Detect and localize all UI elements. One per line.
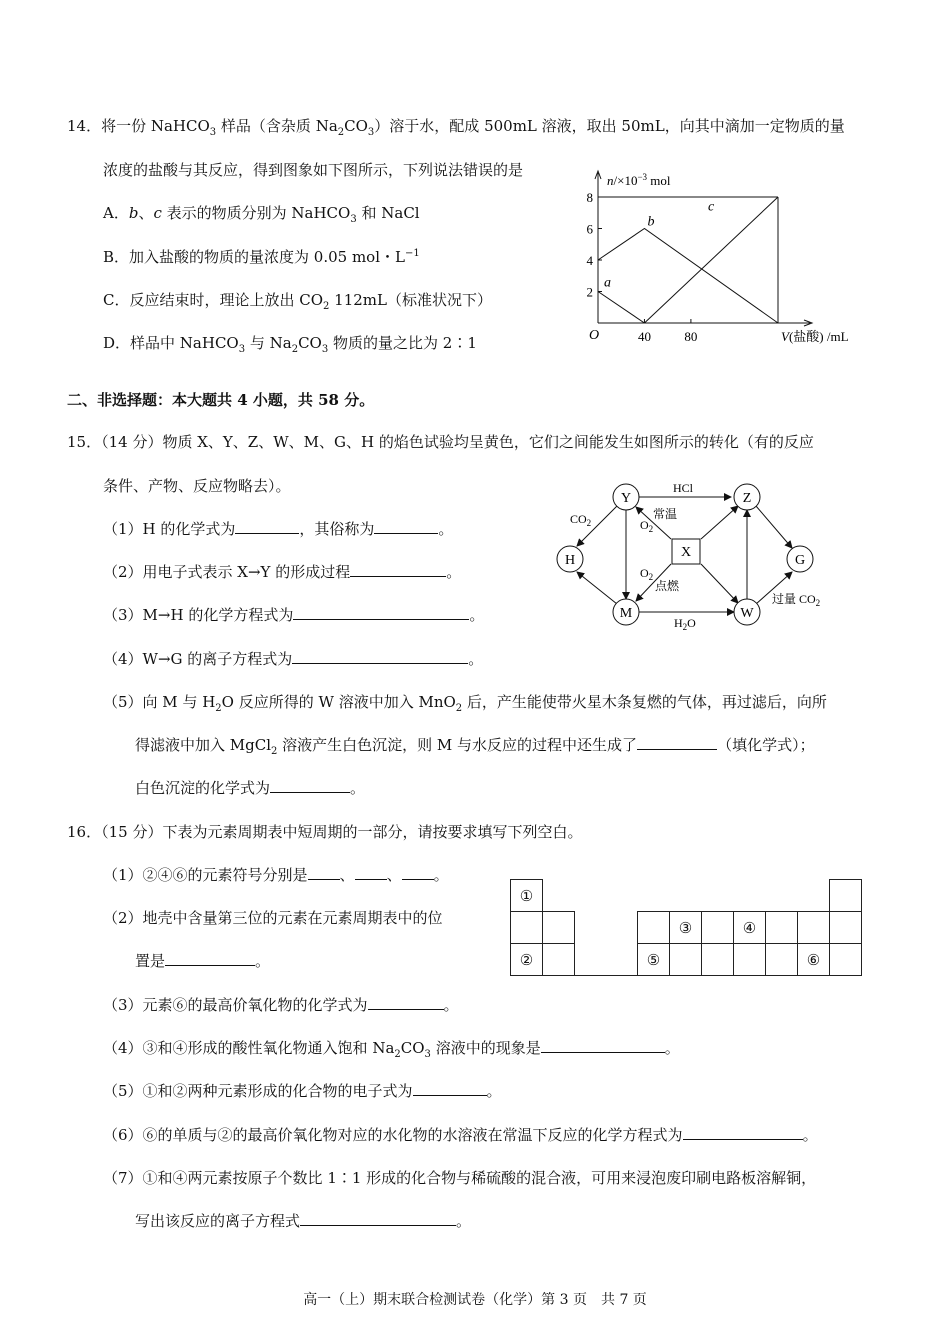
q14-chart (575, 165, 875, 350)
cell-empty (638, 912, 670, 944)
chart-y-tick-label: 6 (586, 221, 593, 237)
answer-blank[interactable] (368, 995, 444, 1010)
chart-y-tick-label: 4 (586, 253, 593, 268)
q16-part-2-line2: 置是 。 (135, 952, 271, 970)
arrow-x-z (701, 506, 738, 539)
q16-part-1: （1）②④⑥的元素符号分别是 、 、 。 (103, 866, 449, 884)
cell-empty (798, 912, 830, 944)
node-g-label: G (794, 553, 806, 568)
chart-x-tick-label: 40 (637, 329, 651, 344)
label-dianran: 点燃 (655, 579, 680, 593)
cell-empty (543, 944, 575, 976)
arrow-m-h (577, 572, 617, 604)
chart-series-c-line (644, 197, 778, 323)
answer-blank[interactable] (402, 865, 434, 880)
answer-blank[interactable] (300, 1211, 456, 1226)
answer-blank[interactable] (293, 605, 469, 620)
node-y-label: Y (620, 491, 632, 506)
answer-blank[interactable] (355, 865, 387, 880)
chart-origin-label: O (589, 328, 600, 343)
q14-stem-line1: 14．将一份 NaHCO$_3$ 样品（含杂质 $Na_2CO_3$）溶于水，配成 500mL 溶液，取出 50mL，向其中滴加一定物质的量 (67, 117, 845, 138)
answer-blank[interactable] (270, 778, 350, 793)
page-footer: 高一（上）期末联合检测试卷（化学）第 3 页 共 7 页 (303, 1292, 647, 1308)
cell-empty (702, 944, 734, 976)
answer-blank[interactable] (308, 865, 340, 880)
answer-blank[interactable] (541, 1038, 665, 1053)
q15-part-5-line3: 白色沉淀的化学式为 。 (135, 779, 366, 797)
answer-blank[interactable] (637, 735, 717, 750)
chart-series-a-line (598, 292, 644, 324)
answer-blank[interactable] (165, 951, 255, 966)
label-h2o: $H_2O$ (674, 616, 696, 632)
q16-part-3: （3）元素⑥的最高价氧化物的化学式为 。 (103, 996, 459, 1014)
cell-6: ⑥ (798, 944, 830, 976)
periodic-table-fragment (510, 879, 862, 976)
chart-marks (587, 171, 813, 344)
chart-series-b-line (598, 229, 778, 324)
answer-blank[interactable] (235, 519, 299, 534)
cell-empty (830, 912, 862, 944)
cell-empty (734, 944, 766, 976)
answer-blank[interactable] (350, 562, 446, 577)
label-excess-co2: 过量 $CO_2$ (772, 592, 821, 608)
chart-y-tick-label: 8 (586, 190, 593, 205)
q15-part-2: （2）用电子式表示 X→Y 的形成过程 。 (103, 563, 462, 581)
q15-transformation-diagram (550, 478, 850, 638)
node-m-label: M (619, 606, 633, 621)
chart-series-a-label: a (604, 275, 611, 291)
cell-empty (702, 912, 734, 944)
answer-blank[interactable] (374, 519, 438, 534)
cell-3: ③ (670, 912, 702, 944)
q15-part-3: （3）M→H 的化学方程式为 。 (103, 606, 485, 624)
label-hcl: HCl (673, 481, 694, 495)
node-z-label: Z (742, 491, 752, 506)
q16-part-6: （6）⑥的单质与②的最高价氧化物对应的水化物的水溶液在常温下反应的化学方程式为 。 (103, 1126, 818, 1144)
chart-series-c-label: c (708, 199, 715, 215)
chart-y-label: $n/\times 10^{-3}$ mol (607, 172, 671, 188)
cell-empty (543, 912, 575, 944)
q16-part-5: （5）①和②两种元素形成的化合物的电子式为 。 (103, 1082, 502, 1100)
q15-part-4: （4）W→G 的离子方程式为 。 (103, 650, 484, 668)
arrow-x-w (701, 564, 738, 603)
cell-empty (766, 944, 798, 976)
section-2-heading: 二、非选择题：本大题共 4 小题，共 58 分。 (67, 391, 375, 409)
q15-part-5-line2: 得滤液中加入 MgCl$_2$ 溶液产生白色沉淀，则 M 与水反应的过程中还生成了 （填化学式）； (135, 736, 815, 757)
label-o2-top: $O_2$ (640, 518, 654, 534)
answer-blank[interactable] (683, 1125, 803, 1140)
label-co2: $CO_2$ (570, 512, 592, 528)
cell-empty (670, 944, 702, 976)
q14-option-a: A．b、c 表示的物质分别为 NaHCO$_3$ 和 NaCl (103, 204, 420, 225)
cell-empty (830, 944, 862, 976)
answer-blank[interactable] (413, 1081, 487, 1096)
answer-blank[interactable] (292, 649, 468, 664)
chart-x-tick-label: 80 (684, 329, 698, 344)
q14-option-c: C．反应结束时，理论上放出 $CO_2$ 112mL（标准状况下） (103, 291, 492, 312)
q15-part-1: （1）H 的化学式为 ，其俗称为 。 (103, 520, 454, 538)
node-h-label: H (564, 553, 576, 568)
arrow-z-g (756, 506, 792, 548)
q15-stem-line2: 条件、产物、反应物略去）。 (103, 477, 291, 495)
q16-part-2-line1: （2）地壳中含量第三位的元素在元素周期表中的位 (103, 909, 443, 927)
cell-4: ④ (734, 912, 766, 944)
cell-empty (511, 912, 543, 944)
q14-option-d: D．样品中 NaHCO$_3$ 与 $Na_2CO_3$ 物质的量之比为 2∶1 (103, 334, 477, 355)
q15-part-5-line1: （5）向 M 与 $H_2O$ 反应所得的 W 溶液中加入 MnO$_2$ 后，产生能使带火星木条复燃的气体，再过滤后，向所 (103, 693, 827, 714)
chart-y-tick-label: 2 (586, 284, 593, 300)
cell-5: ⑤ (638, 944, 670, 976)
q15-stem-line1: 15．（14 分）物质 X、Y、Z、W、M、G、H 的焰色试验均呈黄色，它们之间能发生如图所示的转化（有的反应 (67, 433, 814, 451)
q16-part-7-line1: （7）①和④两元素按原子个数比 1∶1 形成的化合物与稀硫酸的混合液，可用来浸泡废印刷电路板溶解铜， (103, 1169, 817, 1187)
q16-stem: 16．（15 分）下表为元素周期表中短周期的一部分，请按要求填写下列空白。 (67, 823, 583, 841)
chart-series-b-label: b (647, 214, 655, 230)
q16-part-7-line2: 写出该反应的离子方程式 。 (135, 1212, 472, 1230)
q14-option-b: B．加入盐酸的物质的量浓度为 0.05 mol・$L^{-1}$ (103, 248, 420, 266)
cell-2: ② (511, 944, 543, 976)
chart-x-label: V(盐酸) /mL (781, 329, 849, 344)
q14-stem-line2: 浓度的盐酸与其反应，得到图象如下图所示，下列说法错误的是 (103, 161, 524, 179)
cell-1: ① (511, 880, 543, 912)
cell-empty (830, 880, 862, 912)
q16-part-4: （4）③和④形成的酸性氧化物通入饱和 $Na_2CO_3$ 溶液中的现象是 。 (103, 1039, 680, 1060)
node-x-label: X (680, 545, 692, 560)
cell-empty (766, 912, 798, 944)
label-o2-bottom: $O_2$ (640, 566, 654, 582)
label-changwen: 常温 (653, 507, 678, 521)
node-w-label: W (740, 606, 754, 621)
